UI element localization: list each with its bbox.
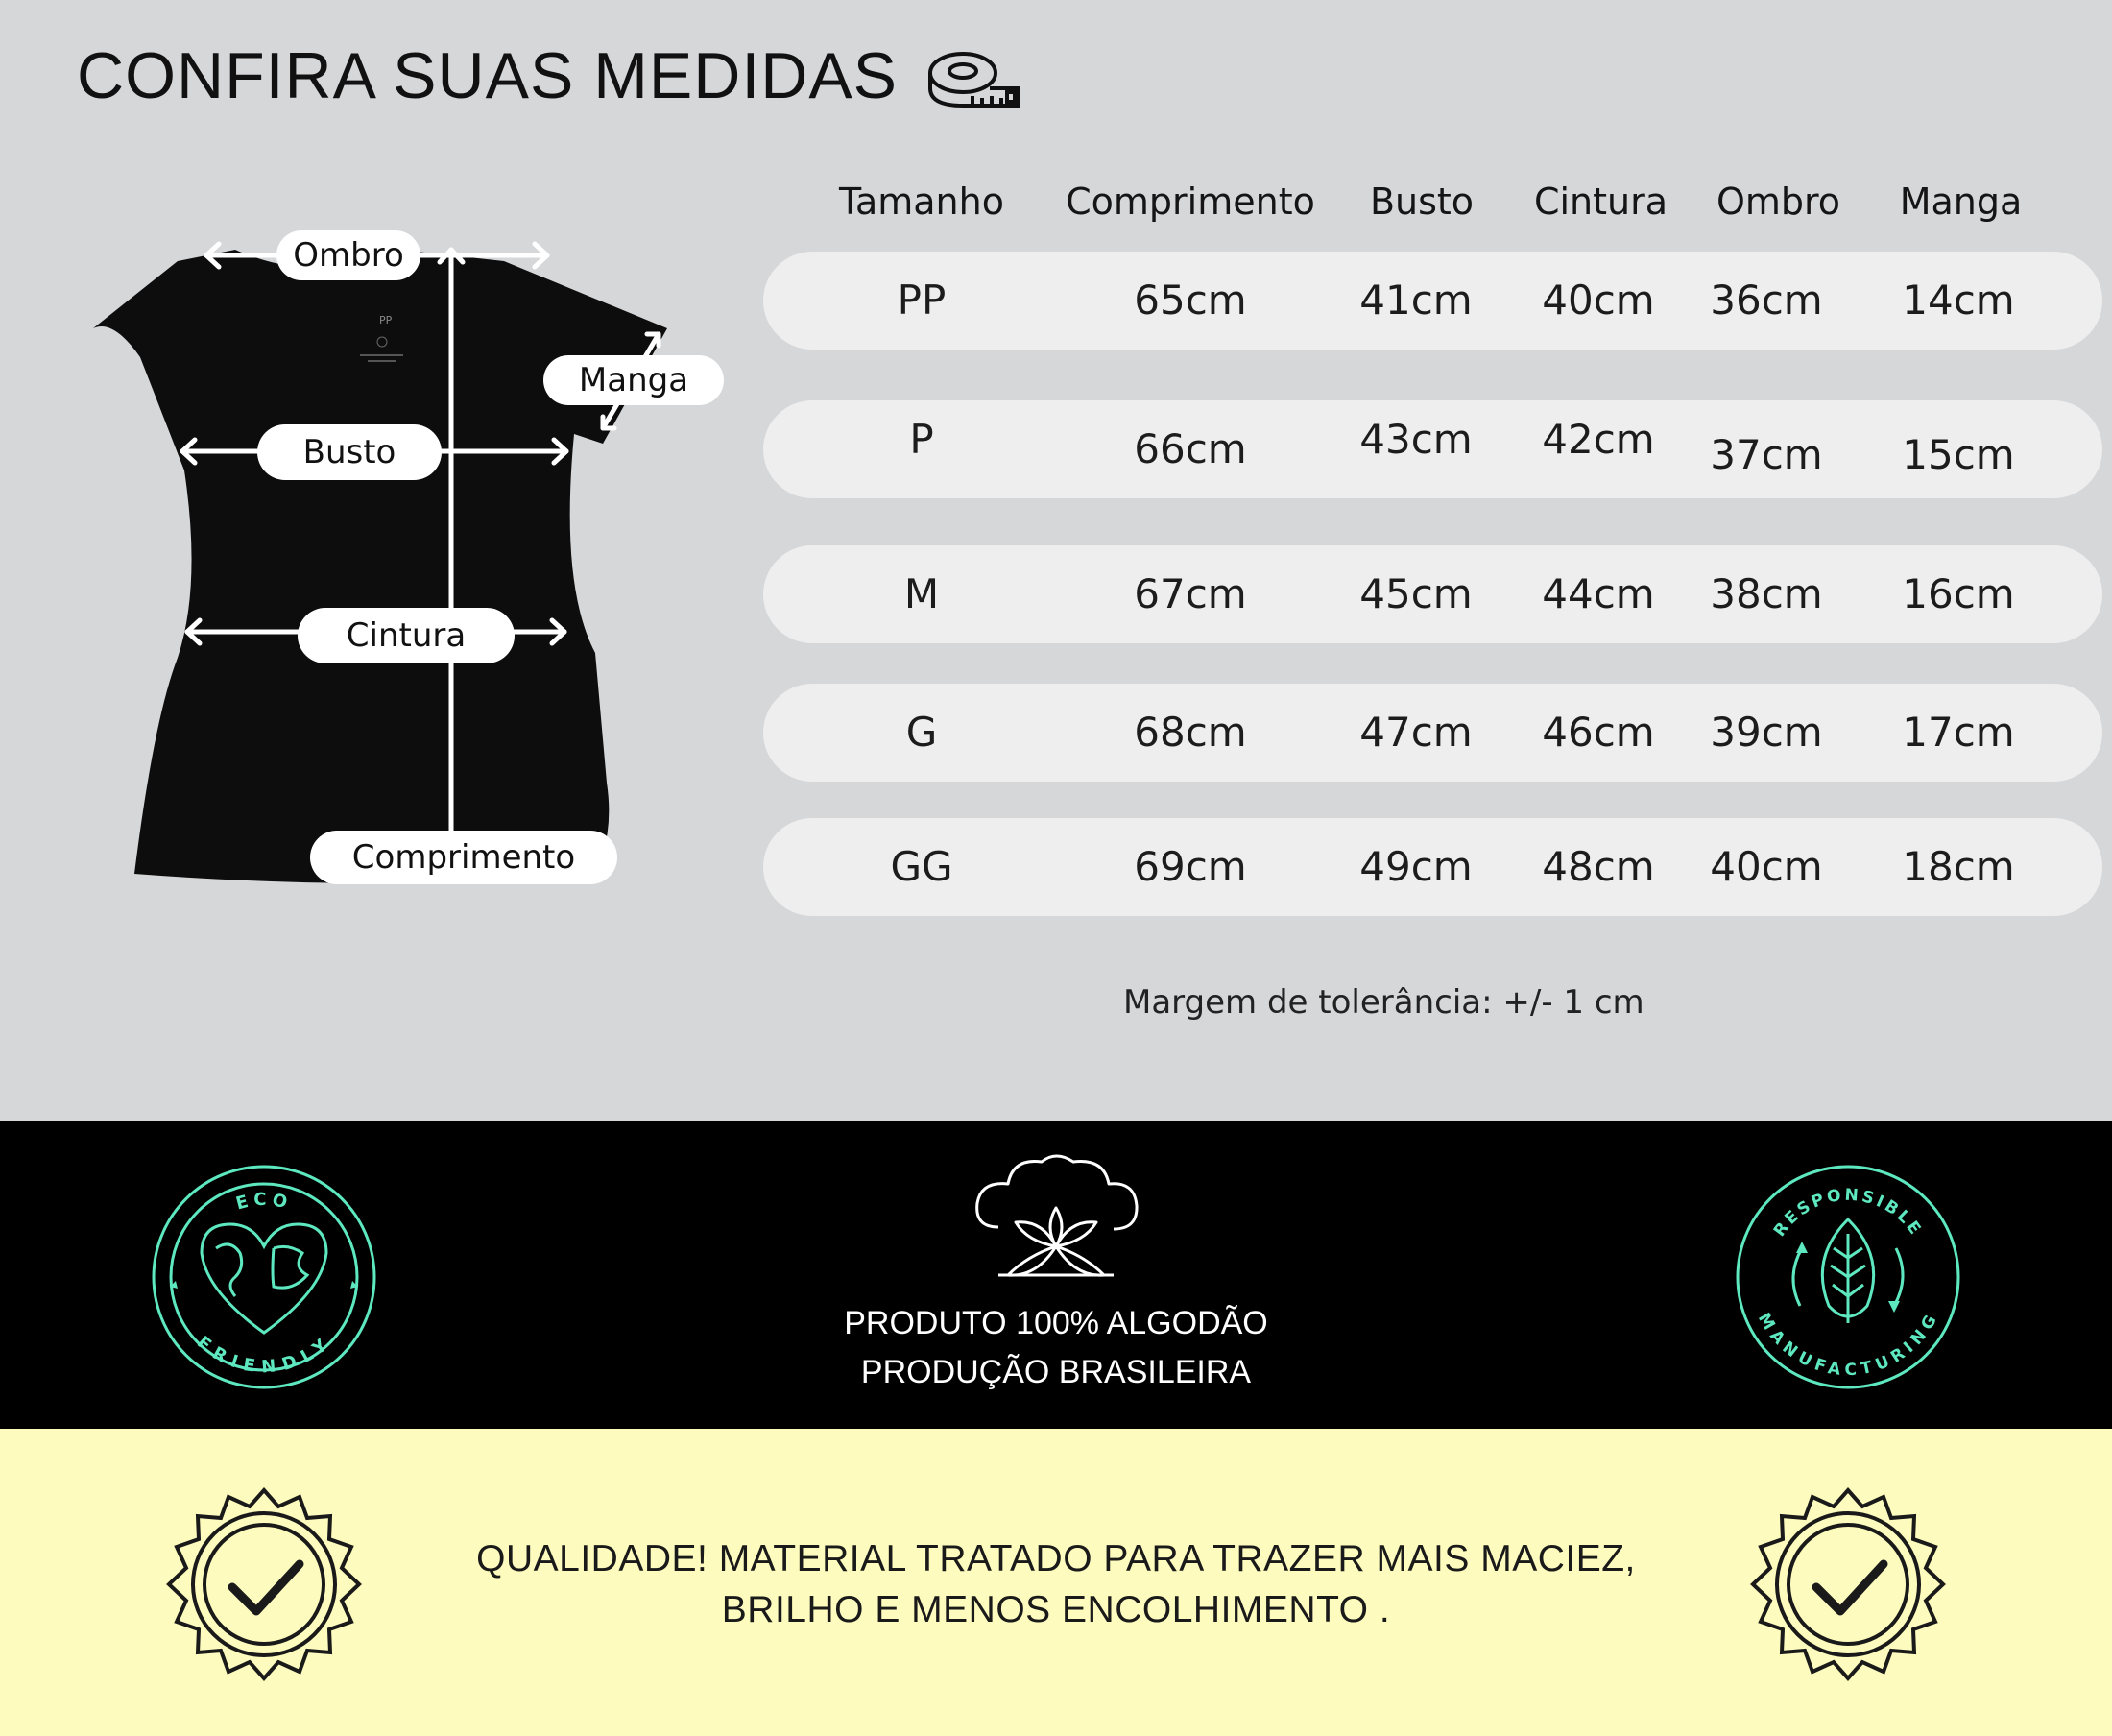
tolerance-note: Margem de tolerância: +/- 1 cm (1123, 983, 1644, 1022)
eco-badge-top-text: ECO (233, 1189, 295, 1215)
tshirt-diagram (77, 221, 749, 893)
eco-friendly-badge (149, 1162, 379, 1392)
quality-line-2: BRILHO E MENOS ENCOLHIMENTO . (721, 1589, 1391, 1630)
cell-size: G (905, 709, 938, 756)
cotton-flower-icon (970, 1150, 1142, 1287)
header-comprimento: Comprimento (1066, 181, 1315, 223)
cell-cintura: 42cm (1542, 416, 1655, 463)
table-row (763, 684, 2102, 782)
cell-busto: 43cm (1359, 416, 1473, 463)
cell-ombro: 40cm (1710, 843, 1823, 890)
cell-cintura: 46cm (1542, 709, 1655, 756)
cell-busto: 49cm (1359, 843, 1473, 890)
cell-busto: 45cm (1359, 570, 1473, 617)
cell-ombro: 37cm (1710, 431, 1823, 478)
cell-ombro: 38cm (1710, 570, 1823, 617)
eco-badge-bottom-text: FRIENDLY (193, 1332, 335, 1378)
cell-size: P (909, 416, 934, 463)
heart-globe-icon (202, 1224, 326, 1333)
cell-comprimento: 68cm (1134, 709, 1247, 756)
page-title: CONFIRA SUAS MEDIDAS (77, 39, 899, 112)
label-comprimento: Comprimento (310, 831, 617, 884)
table-row (763, 545, 2102, 643)
cell-cintura: 48cm (1542, 843, 1655, 890)
cell-size: M (903, 570, 940, 617)
label-ombro: Ombro (276, 230, 420, 280)
leaf-icon (1793, 1219, 1903, 1323)
label-manga: Manga (543, 355, 724, 405)
label-busto: Busto (257, 424, 442, 480)
cell-manga: 14cm (1902, 277, 2015, 324)
tshirt-illustration (77, 221, 749, 893)
quality-line-1: QUALIDADE! MATERIAL TRATADO PARA TRAZER MAIS MACIEZ, (476, 1538, 1636, 1579)
responsible-badge-bottom-text: MANUFACTURING (1753, 1310, 1943, 1381)
table-row (763, 818, 2102, 916)
cell-cintura: 44cm (1542, 570, 1655, 617)
cell-manga: 16cm (1902, 570, 2015, 617)
header-cintura: Cintura (1533, 181, 1668, 223)
cell-comprimento: 65cm (1134, 277, 1247, 324)
cell-comprimento: 69cm (1134, 843, 1247, 890)
measuring-tape-icon (926, 50, 1022, 109)
responsible-manufacturing-badge (1733, 1162, 1963, 1392)
table-row (763, 400, 2102, 498)
table-row (763, 252, 2102, 350)
header-busto: Busto (1369, 181, 1475, 223)
cell-comprimento: 67cm (1134, 570, 1247, 617)
cell-manga: 15cm (1902, 431, 2015, 478)
svg-text:PP: PP (379, 314, 393, 326)
cell-size: GG (890, 843, 953, 890)
cell-manga: 18cm (1902, 843, 2015, 890)
header-manga: Manga (1899, 181, 2023, 223)
quality-seal-check-icon (1747, 1485, 1949, 1687)
cell-manga: 17cm (1902, 709, 2015, 756)
cotton-line-1: PRODUTO 100% ALGODÃO (844, 1305, 1268, 1341)
cell-cintura: 40cm (1542, 277, 1655, 324)
svg-text:ECO (234, 1190, 295, 1215)
header-ombro: Ombro (1716, 181, 1841, 223)
cell-size: PP (897, 277, 947, 324)
label-cintura: Cintura (298, 608, 515, 663)
svg-text:FRIENDLY (193, 1333, 335, 1378)
cell-comprimento: 66cm (1134, 425, 1247, 472)
svg-text:RESPONSIBLE (1770, 1186, 1926, 1241)
cell-busto: 41cm (1359, 277, 1473, 324)
cotton-line-2: PRODUÇÃO BRASILEIRA (860, 1354, 1252, 1390)
quality-seal-check-icon (163, 1485, 365, 1687)
header-tamanho: Tamanho (839, 181, 1004, 223)
cell-ombro: 36cm (1710, 277, 1823, 324)
cell-busto: 47cm (1359, 709, 1473, 756)
responsible-badge-top-text: RESPONSIBLE (1769, 1185, 1927, 1241)
cell-ombro: 39cm (1710, 709, 1823, 756)
